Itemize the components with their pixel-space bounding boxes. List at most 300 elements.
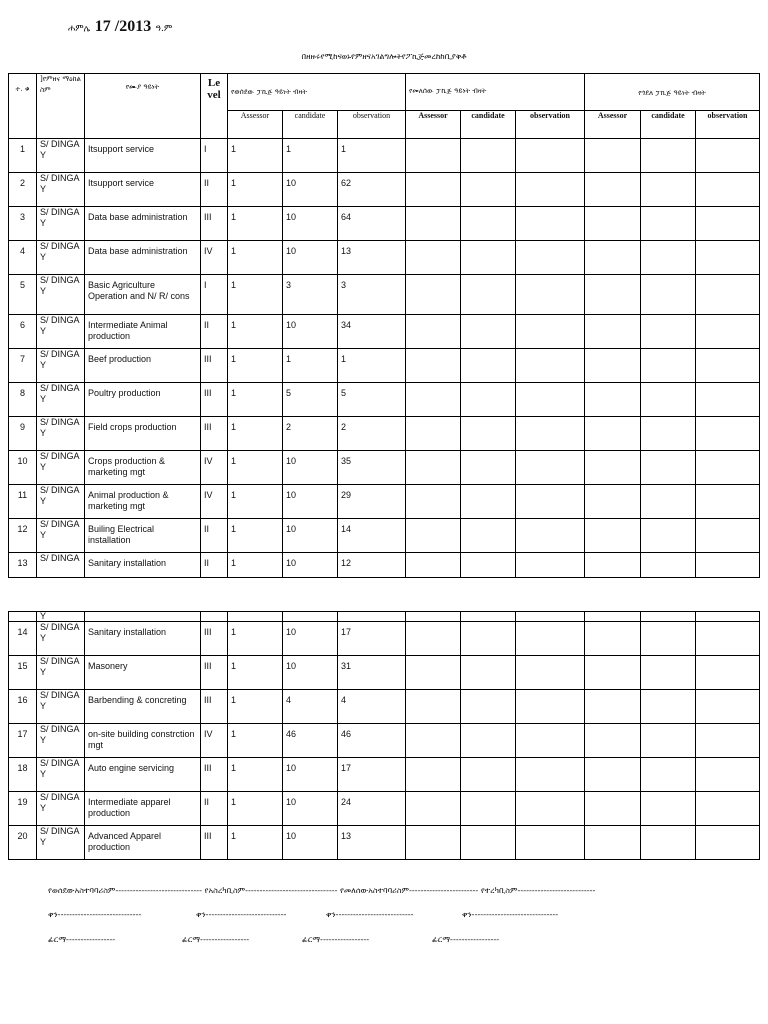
table-row	[9, 173, 760, 207]
empty-cell	[461, 207, 516, 241]
row-number: 14	[9, 622, 37, 656]
center-name: S/ DINGA Y	[37, 656, 85, 690]
col-header-level: Le vel	[201, 74, 228, 139]
assessor-count: 1	[228, 383, 283, 417]
occupation: Basic Agriculture Operation and N/ R/ cons	[85, 275, 201, 315]
empty-cell	[461, 724, 516, 758]
observation-count: 31	[338, 656, 406, 690]
empty-cell	[461, 241, 516, 275]
sub-header-assessor: Assessor	[406, 111, 461, 139]
continuation-text: Y	[37, 612, 85, 622]
empty-cell	[516, 622, 585, 656]
candidate-count: 10	[283, 485, 338, 519]
candidate-count: 10	[283, 792, 338, 826]
empty-cell	[516, 485, 585, 519]
package-table	[8, 73, 760, 578]
empty-cell	[461, 656, 516, 690]
table-row	[9, 139, 760, 173]
center-name: S/ DINGA Y	[37, 207, 85, 241]
observation-count: 5	[338, 383, 406, 417]
empty-cell	[516, 173, 585, 207]
row-number: 6	[9, 315, 37, 349]
occupation: Auto engine servicing	[85, 758, 201, 792]
empty-cell	[516, 241, 585, 275]
level: II	[201, 315, 228, 349]
signature-field: ፊርማ-----------------	[48, 935, 116, 944]
level: II	[201, 173, 228, 207]
observation-count: 14	[338, 519, 406, 553]
date-field: ቀን----------------------------	[196, 910, 287, 919]
empty-cell	[585, 724, 641, 758]
level: III	[201, 383, 228, 417]
empty-cell	[516, 417, 585, 451]
empty-cell	[516, 690, 585, 724]
empty-cell	[516, 349, 585, 383]
observation-count: 12	[338, 553, 406, 578]
assessor-count: 1	[228, 349, 283, 383]
observation-count: 4	[338, 690, 406, 724]
row-number: 11	[9, 485, 37, 519]
package-table-continued	[8, 611, 760, 860]
level: III	[201, 656, 228, 690]
occupation: Intermediate apparel production	[85, 792, 201, 826]
empty-cell	[641, 241, 696, 275]
assessor-count: 1	[228, 173, 283, 207]
empty-cell	[585, 758, 641, 792]
center-name: S/ DINGA Y	[37, 622, 85, 656]
empty-cell	[585, 315, 641, 349]
candidate-count: 10	[283, 622, 338, 656]
occupation: Crops production & marketing mgt	[85, 451, 201, 485]
candidate-count: 2	[283, 417, 338, 451]
row-number: 17	[9, 724, 37, 758]
occupation: Sanitary installation	[85, 553, 201, 578]
empty-cell	[461, 315, 516, 349]
observation-count: 3	[338, 275, 406, 315]
row-number: 7	[9, 349, 37, 383]
level: III	[201, 758, 228, 792]
assessor-count: 1	[228, 724, 283, 758]
sub-header-observation: observation	[516, 111, 585, 139]
empty-cell	[406, 139, 461, 173]
col-header-no: ተ. ቁ	[9, 74, 37, 139]
empty-cell	[696, 139, 760, 173]
assessor-count: 1	[228, 139, 283, 173]
empty-cell	[585, 207, 641, 241]
occupation: Barbending & concreting	[85, 690, 201, 724]
empty-cell	[585, 656, 641, 690]
empty-cell	[585, 826, 641, 860]
empty-cell	[585, 622, 641, 656]
assessor-count: 1	[228, 315, 283, 349]
table-row	[9, 207, 760, 241]
center-name: S/ DINGA Y	[37, 139, 85, 173]
table-row	[9, 315, 760, 349]
candidate-count: 10	[283, 315, 338, 349]
empty-cell	[641, 724, 696, 758]
level: III	[201, 622, 228, 656]
row-number: 15	[9, 656, 37, 690]
empty-cell	[406, 241, 461, 275]
empty-cell	[516, 758, 585, 792]
occupation: Builing Electrical installation	[85, 519, 201, 553]
candidate-count: 10	[283, 519, 338, 553]
group-header-delivered: የወሰደው ፓኪጅ ዓይነት ብዛት	[228, 74, 406, 111]
col-header-center: ]የምዘና ማዕከል ስም	[37, 74, 85, 139]
table-row	[9, 241, 760, 275]
empty-cell	[461, 349, 516, 383]
empty-cell	[516, 451, 585, 485]
candidate-count: 10	[283, 553, 338, 578]
center-name: S/ DINGA Y	[37, 485, 85, 519]
level: III	[201, 207, 228, 241]
empty-cell	[406, 451, 461, 485]
empty-cell	[641, 792, 696, 826]
empty-cell	[516, 826, 585, 860]
empty-cell	[696, 690, 760, 724]
empty-cell	[406, 485, 461, 519]
row-number: 20	[9, 826, 37, 860]
candidate-count: 3	[283, 275, 338, 315]
occupation: Animal production & marketing mgt	[85, 485, 201, 519]
empty-cell	[585, 485, 641, 519]
empty-cell	[516, 519, 585, 553]
empty-cell	[641, 315, 696, 349]
empty-cell	[585, 349, 641, 383]
row-number: 1	[9, 139, 37, 173]
empty-cell	[696, 758, 760, 792]
assessor-count: 1	[228, 553, 283, 578]
table-row	[9, 622, 760, 656]
row-number: 2	[9, 173, 37, 207]
assessor-count: 1	[228, 417, 283, 451]
occupation: Data base administration	[85, 241, 201, 275]
empty-cell	[406, 383, 461, 417]
candidate-count: 10	[283, 826, 338, 860]
empty-cell	[406, 275, 461, 315]
table-row	[9, 451, 760, 485]
empty-cell	[696, 241, 760, 275]
empty-cell	[406, 826, 461, 860]
center-name: S/ DINGA Y	[37, 349, 85, 383]
assessor-count: 1	[228, 622, 283, 656]
empty-cell	[406, 315, 461, 349]
empty-cell	[516, 139, 585, 173]
table-row	[9, 417, 760, 451]
empty-cell	[585, 519, 641, 553]
assessor-count: 1	[228, 451, 283, 485]
occupation: Poultry production	[85, 383, 201, 417]
empty-cell	[641, 451, 696, 485]
candidate-count: 10	[283, 241, 338, 275]
observation-count: 34	[338, 315, 406, 349]
empty-cell	[406, 758, 461, 792]
empty-cell	[641, 758, 696, 792]
table-row	[9, 826, 760, 860]
empty-cell	[516, 656, 585, 690]
date-era: ዓ.ም	[155, 24, 173, 34]
center-name: S/ DINGA Y	[37, 241, 85, 275]
empty-cell	[696, 173, 760, 207]
observation-count: 29	[338, 485, 406, 519]
level: III	[201, 826, 228, 860]
empty-cell	[696, 656, 760, 690]
document-date	[68, 18, 172, 36]
empty-cell	[696, 275, 760, 315]
date-field: ቀን-----------------------------	[48, 910, 142, 919]
center-name: S/ DINGA Y	[37, 792, 85, 826]
empty-cell	[696, 826, 760, 860]
signature-names-line: የወሰደውአስተባባሪስም------------------------------ የአስረካቢስም-------------------------------- የመለሰውአስተባባሪስም------------------------ የተረካቢስም---------------------------	[48, 886, 596, 895]
level: III	[201, 690, 228, 724]
empty-cell	[461, 417, 516, 451]
observation-count: 13	[338, 826, 406, 860]
occupation: on-site building constrction mgt	[85, 724, 201, 758]
center-name: S/ DINGA Y	[37, 519, 85, 553]
occupation: Masonery	[85, 656, 201, 690]
empty-cell	[696, 724, 760, 758]
occupation: Data base administration	[85, 207, 201, 241]
empty-cell	[641, 383, 696, 417]
observation-count: 13	[338, 241, 406, 275]
empty-cell	[696, 451, 760, 485]
date-month: ሐምሌ	[68, 24, 91, 34]
level: I	[201, 139, 228, 173]
table-row	[9, 485, 760, 519]
assessor-count: 1	[228, 241, 283, 275]
assessor-count: 1	[228, 656, 283, 690]
empty-cell	[461, 826, 516, 860]
center-name: S/ DINGA Y	[37, 724, 85, 758]
observation-count: 46	[338, 724, 406, 758]
signature-field: ፊርማ-----------------	[302, 935, 370, 944]
table-row	[9, 724, 760, 758]
empty-cell	[461, 139, 516, 173]
level: II	[201, 792, 228, 826]
row-number: 16	[9, 690, 37, 724]
empty-cell	[406, 417, 461, 451]
sub-header-candidate: candidate	[461, 111, 516, 139]
empty-cell	[461, 485, 516, 519]
empty-cell	[585, 173, 641, 207]
empty-cell	[641, 207, 696, 241]
level: IV	[201, 724, 228, 758]
occupation: Sanitary installation	[85, 622, 201, 656]
sub-header-observation: observation	[696, 111, 760, 139]
empty-cell	[461, 553, 516, 578]
candidate-count: 5	[283, 383, 338, 417]
row-number: 13	[9, 553, 37, 578]
date-field: ቀን---------------------------	[326, 910, 414, 919]
table-row	[9, 383, 760, 417]
group-header-missing: የጎደለ ፓኪጅ ዓይነት ብዛት	[585, 74, 760, 111]
level: III	[201, 417, 228, 451]
center-name: S/ DINGA Y	[37, 417, 85, 451]
empty-cell	[585, 792, 641, 826]
empty-cell	[461, 383, 516, 417]
row-number: 10	[9, 451, 37, 485]
empty-cell	[641, 417, 696, 451]
candidate-count: 10	[283, 451, 338, 485]
assessor-count: 1	[228, 792, 283, 826]
center-name: S/ DINGA Y	[37, 315, 85, 349]
empty-cell	[406, 724, 461, 758]
center-name: S/ DINGA	[37, 553, 85, 578]
row-number: 19	[9, 792, 37, 826]
observation-count: 24	[338, 792, 406, 826]
empty-cell	[696, 622, 760, 656]
center-name: S/ DINGA Y	[37, 173, 85, 207]
candidate-count: 10	[283, 656, 338, 690]
observation-count: 62	[338, 173, 406, 207]
empty-cell	[696, 553, 760, 578]
empty-cell	[585, 139, 641, 173]
empty-cell	[461, 275, 516, 315]
empty-cell	[406, 792, 461, 826]
occupation: Intermediate Animal production	[85, 315, 201, 349]
date-field: ቀን------------------------------	[462, 910, 559, 919]
sub-header-candidate: candidate	[283, 111, 338, 139]
empty-cell	[406, 519, 461, 553]
table-row	[9, 690, 760, 724]
empty-cell	[406, 349, 461, 383]
candidate-count: 1	[283, 139, 338, 173]
empty-cell	[406, 622, 461, 656]
row-number: 3	[9, 207, 37, 241]
signature-field: ፊርማ-----------------	[432, 935, 500, 944]
observation-count: 64	[338, 207, 406, 241]
empty-cell	[641, 519, 696, 553]
center-name: S/ DINGA Y	[37, 826, 85, 860]
center-name: S/ DINGA Y	[37, 451, 85, 485]
sub-header-observation: observation	[338, 111, 406, 139]
empty-cell	[641, 275, 696, 315]
empty-cell	[696, 383, 760, 417]
candidate-count: 46	[283, 724, 338, 758]
level: IV	[201, 241, 228, 275]
empty-cell	[516, 792, 585, 826]
table-row-continuation	[9, 612, 760, 622]
assessor-count: 1	[228, 826, 283, 860]
occupation: Itsupport service	[85, 139, 201, 173]
level: IV	[201, 485, 228, 519]
row-number: 12	[9, 519, 37, 553]
center-name: S/ DINGA Y	[37, 275, 85, 315]
candidate-count: 10	[283, 758, 338, 792]
center-name: S/ DINGA Y	[37, 758, 85, 792]
empty-cell	[461, 792, 516, 826]
empty-cell	[585, 275, 641, 315]
empty-cell	[641, 622, 696, 656]
empty-cell	[516, 315, 585, 349]
candidate-count: 4	[283, 690, 338, 724]
empty-cell	[516, 553, 585, 578]
empty-cell	[641, 826, 696, 860]
sub-header-candidate: candidate	[641, 111, 696, 139]
row-number: 18	[9, 758, 37, 792]
center-name: S/ DINGA Y	[37, 383, 85, 417]
empty-cell	[641, 690, 696, 724]
table-row	[9, 553, 760, 578]
assessor-count: 1	[228, 519, 283, 553]
empty-cell	[641, 656, 696, 690]
empty-cell	[696, 485, 760, 519]
empty-cell	[585, 553, 641, 578]
sub-header-assessor: Assessor	[228, 111, 283, 139]
occupation: Beef production	[85, 349, 201, 383]
empty-cell	[696, 349, 760, 383]
empty-cell	[461, 758, 516, 792]
sub-header-assessor: Assessor	[585, 111, 641, 139]
table-row	[9, 349, 760, 383]
center-name: S/ DINGA Y	[37, 690, 85, 724]
empty-cell	[696, 417, 760, 451]
empty-cell	[461, 451, 516, 485]
table-row	[9, 519, 760, 553]
empty-cell	[585, 241, 641, 275]
empty-cell	[696, 207, 760, 241]
empty-cell	[516, 724, 585, 758]
date-value: 17 /2013	[94, 18, 152, 35]
row-number: 9	[9, 417, 37, 451]
empty-cell	[516, 275, 585, 315]
empty-cell	[641, 485, 696, 519]
empty-cell	[585, 417, 641, 451]
empty-cell	[461, 690, 516, 724]
observation-count: 17	[338, 758, 406, 792]
candidate-count: 10	[283, 207, 338, 241]
empty-cell	[406, 553, 461, 578]
level: I	[201, 275, 228, 315]
empty-cell	[696, 315, 760, 349]
row-number: 8	[9, 383, 37, 417]
level: III	[201, 349, 228, 383]
table-row	[9, 275, 760, 315]
empty-cell	[696, 792, 760, 826]
empty-cell	[585, 690, 641, 724]
empty-cell	[585, 383, 641, 417]
group-header-returned: የመለሰው ፓኪጅ ዓይነት ብዛት	[406, 74, 585, 111]
signature-field: ፊርማ-----------------	[182, 935, 250, 944]
empty-cell	[516, 383, 585, 417]
candidate-count: 10	[283, 173, 338, 207]
empty-cell	[406, 207, 461, 241]
empty-cell	[461, 519, 516, 553]
assessor-count: 1	[228, 758, 283, 792]
empty-cell	[641, 553, 696, 578]
empty-cell	[406, 656, 461, 690]
occupation: Advanced Apparel production	[85, 826, 201, 860]
empty-cell	[461, 622, 516, 656]
assessor-count: 1	[228, 275, 283, 315]
occupation: Itsupport service	[85, 173, 201, 207]
observation-count: 17	[338, 622, 406, 656]
assessor-count: 1	[228, 207, 283, 241]
empty-cell	[641, 173, 696, 207]
observation-count: 1	[338, 349, 406, 383]
observation-count: 35	[338, 451, 406, 485]
empty-cell	[696, 519, 760, 553]
empty-cell	[516, 207, 585, 241]
empty-cell	[461, 173, 516, 207]
empty-cell	[406, 173, 461, 207]
table-row	[9, 656, 760, 690]
observation-count: 1	[338, 139, 406, 173]
table-row	[9, 792, 760, 826]
col-header-occupation: የሙያ ዓይነት	[85, 74, 201, 139]
level: II	[201, 519, 228, 553]
observation-count: 2	[338, 417, 406, 451]
